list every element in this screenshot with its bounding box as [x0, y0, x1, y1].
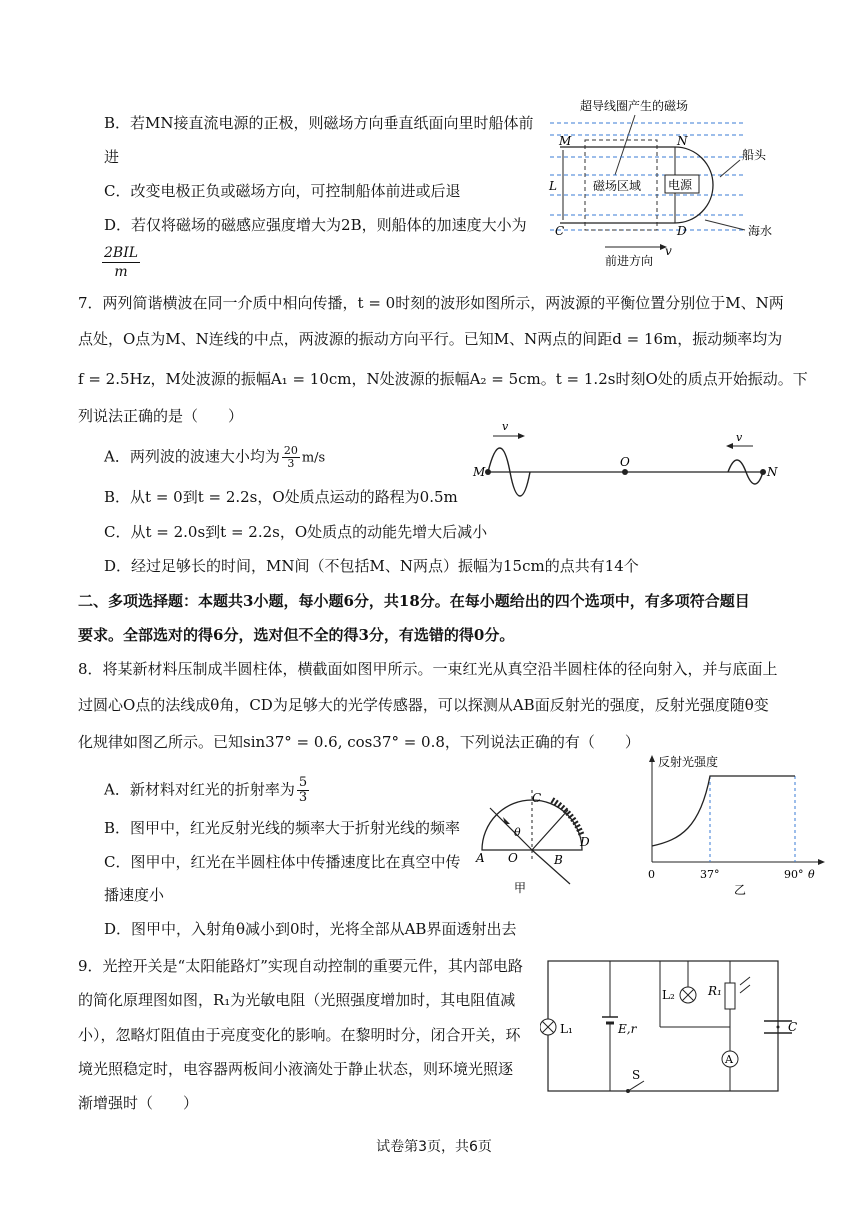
jia-O: O — [508, 851, 518, 865]
fig-C: C — [555, 224, 565, 238]
circuit-L2: L₂ — [662, 988, 675, 1002]
q6-option-d: D．若仅将磁场的磁感应强度增大为2B，则船体的加速度大小为 — [104, 216, 527, 234]
semicircle-figure-jia — [470, 780, 620, 900]
q8-option-b: B．图甲中，红光反射光线的频率大于折射光线的频率 — [104, 819, 461, 837]
q8-option-a-fraction — [297, 776, 309, 805]
wave-v-left: v — [502, 420, 509, 433]
q7-stem-line1: 7．两列简谐横波在同一介质中相向传播，t = 0时刻的波形如图所示，两波源的平衡位置分别位于M、N两 — [78, 294, 784, 312]
circuit-diagram — [540, 955, 800, 1105]
q8-option-c-line2: 播速度小 — [104, 886, 165, 904]
q7-stem-line2: 点处，O点为M、N连线的中点，两波源的振动方向平行。已知M、N两点的间距d = 16m，振动频率均为 — [78, 330, 783, 348]
q7-option-a-text: A．两列波的波速大小均为 — [104, 447, 280, 466]
fig-N: N — [677, 134, 688, 148]
fig-water-label: 海水 — [748, 224, 773, 238]
q8-stem-line2: 过圆心O点的法线成θ角，CD为足够大的光学传感器，可以探测从AB面反射光的强度，反射光强度随θ变 — [78, 696, 769, 714]
q6-frac-num: 2BIL — [104, 245, 139, 261]
fig-D: D — [677, 224, 687, 238]
fig-L: L — [549, 179, 557, 193]
fig-region-label: 磁场区域 — [593, 179, 642, 193]
q7-stem-line4: 列说法正确的是（ ） — [78, 407, 244, 425]
jia-D: D — [580, 835, 590, 849]
q7-option-a — [104, 445, 325, 470]
q8-option-d: D．图甲中，入射角θ减小到0时，光将全部从AB界面透射出去 — [104, 920, 517, 938]
q8-option-a — [104, 776, 311, 805]
jia-theta: θ — [514, 826, 521, 839]
q6-frac-den: m — [114, 264, 128, 280]
fig-M: M — [559, 134, 572, 148]
q7-frac-num: 20 — [283, 444, 298, 457]
q7-option-c: C．从t = 2.0s到t = 2.2s，O处质点的动能先增大后减小 — [104, 523, 488, 541]
circuit-E: E,r — [618, 1022, 637, 1036]
q8-frac-den: 3 — [298, 790, 308, 805]
yi-x0: 0 — [648, 868, 655, 881]
q6-option-b-line1: B．若MN接直流电源的正极，则磁场方向垂直纸面向里时船体前 — [104, 114, 534, 132]
wave-diagram — [468, 420, 788, 510]
circuit-L1: L₁ — [560, 1022, 573, 1036]
q9-stem-line1: 9．光控开关是“太阳能路灯”实现自动控制的重要元件，其内部电路 — [78, 957, 523, 975]
q8-option-c-line1: C．图甲中，红光在半圆柱体中传播速度比在真空中传 — [104, 853, 461, 871]
fig-v: v — [665, 244, 672, 258]
yi-x2: 90° — [784, 868, 804, 881]
q8-frac-num: 5 — [298, 775, 308, 790]
q7-option-b: B．从t = 0到t = 2.2s，O处质点运动的路程为0.5m — [104, 488, 458, 506]
jia-B: B — [554, 853, 563, 867]
section2-heading-line2: 要求。全部选对的得6分，选对但不全的得3分，有选错的得0分。 — [78, 626, 515, 644]
ship-magnetic-diagram — [545, 95, 805, 270]
wave-N: N — [767, 465, 778, 479]
circuit-S: S — [632, 1068, 641, 1082]
q9-stem-line4: 境光照稳定时，电容器两板间小液滴处于静止状态，则环境光照逐 — [78, 1060, 514, 1078]
jia-A: A — [476, 851, 485, 865]
q9-stem-line3: 小），忽略灯阻值由于亮度变化的影响。在黎明时分，闭合开关，环 — [78, 1026, 521, 1044]
q6-option-c: C．改变电极正负或磁场方向，可控制船体前进或后退 — [104, 182, 461, 200]
q6-option-d-fraction — [102, 244, 140, 281]
q7-frac-den: 3 — [287, 457, 295, 470]
jia-caption: 甲 — [514, 881, 527, 895]
fig-power-label: 电源 — [668, 178, 693, 192]
circuit-C: C — [788, 1020, 798, 1034]
intensity-graph-yi — [640, 752, 830, 902]
wave-M: M — [473, 465, 486, 479]
section2-heading-line1: 二、多项选择题：本题共3小题，每小题6分，共18分。在每小题给出的四个选项中，有多项符合题目 — [78, 592, 750, 610]
circuit-A: A — [725, 1053, 733, 1066]
q9-stem-line2: 的简化原理图如图，R₁为光敏电阻（光照强度增加时，其电阻值减 — [78, 991, 516, 1009]
wave-v-right: v — [736, 431, 743, 444]
q8-option-a-text: A．新材料对红光的折射率为 — [104, 780, 295, 799]
jia-C: C — [532, 791, 542, 805]
q7-option-a-fraction — [282, 445, 300, 470]
q7-option-d: D．经过足够长的时间，MN间（不包括M、N两点）振幅为15cm的点共有14个 — [104, 557, 639, 575]
page-footer: 试卷第3页，共6页 — [376, 1139, 492, 1155]
fig-title-magnetic-field: 超导线圈产生的磁场 — [580, 99, 689, 113]
q8-stem-line1: 8．将某新材料压制成半圆柱体，横截面如图甲所示。一束红光从真空沿半圆柱体的径向射入，并与底面上 — [78, 660, 778, 678]
q7-option-a-unit: m/s — [301, 450, 326, 466]
wave-O: O — [620, 455, 630, 469]
fig-direction-label: 前进方向 — [605, 254, 654, 268]
q7-stem-line3: f = 2.5Hz，M处波源的振幅A₁ = 10cm，N处波源的振幅A₂ = 5cm。t = 1.2s时刻O处的质点开始振动。下 — [78, 370, 808, 388]
q6-option-b-line2: 进 — [104, 148, 120, 166]
q8-stem-line3: 化规律如图乙所示。已知sin37° = 0.6, cos37° = 0.8，下列说法正确的有（ ） — [78, 733, 640, 751]
yi-x1: 37° — [700, 868, 720, 881]
fig-head-label: 船头 — [742, 148, 767, 162]
yi-ylabel: 反射光强度 — [658, 755, 719, 769]
yi-xvar: θ — [808, 868, 815, 881]
yi-caption: 乙 — [734, 883, 747, 897]
q9-stem-line5: 渐增强时（ ） — [78, 1094, 199, 1112]
circuit-R1: R₁ — [708, 984, 722, 998]
